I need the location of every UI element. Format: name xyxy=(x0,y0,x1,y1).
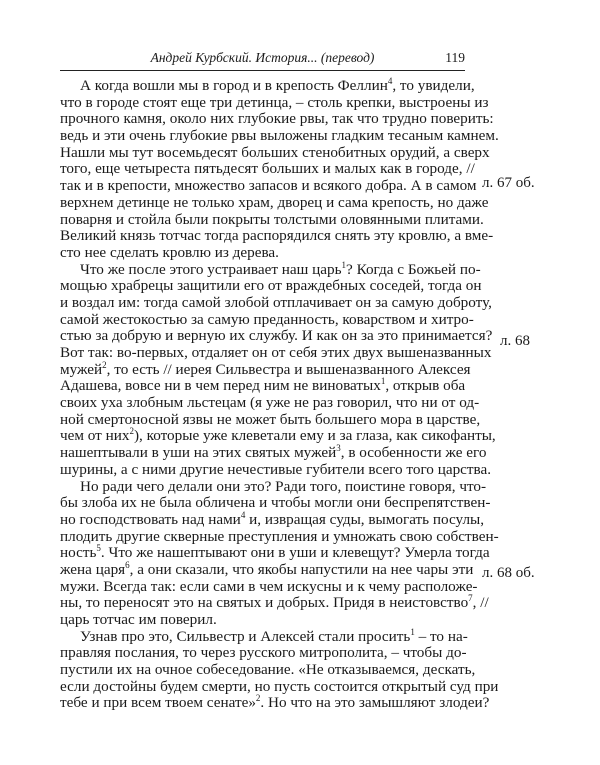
text-line: шурины, а с ними другие нечестивые губители всего того царства. xyxy=(60,460,492,478)
text-line: если достойны будем смерти, но пусть состоится открытый суд при xyxy=(60,677,499,695)
footnote-marker: 3 xyxy=(336,443,341,454)
text-line: ведь и эти очень глубокие рвы выложены гладким тесаным камнем. xyxy=(60,127,499,145)
text-line: своих уха злобным льстецам (я уже не раз говорил, что ни от од- xyxy=(60,394,480,412)
paragraph xyxy=(60,76,499,262)
footnote-marker: 1 xyxy=(410,626,415,637)
page-number: 119 xyxy=(445,50,465,65)
text-line: Вот так: во-первых, отдаляет он от себя этих двух вышеназванных xyxy=(60,344,492,361)
text-line: Великий князь тотчас тогда распорядился снять эту кровлю, а вме- xyxy=(60,227,494,245)
text-line: самой жестокостью за самую преданность, коварством и хитро- xyxy=(60,310,474,328)
folio-margin-note: л. 68 xyxy=(500,333,530,349)
text-line: так и в крепости, множество запасов и всякого добра. А в самом xyxy=(60,177,477,195)
text-line: тебе и при всем твоем сенате»$^2$. Но что на это замышляют злодеи? xyxy=(60,693,490,712)
text-line: пустили их на очное собеседование. «Не отказываемся, дескать, xyxy=(60,661,476,679)
text-line: бы злоба их не была обличена и чтобы могли они беспрепятствен- xyxy=(60,494,491,512)
text-line: и воздал им: тогда самой злобой отплачивает он за самую доброту, xyxy=(60,293,492,311)
text-line: что в городе стоят еще три детинца, – столь крепки, выстроены из xyxy=(60,93,489,111)
footnote-marker: 4 xyxy=(240,509,246,520)
text-line: мужей$^2$, то есть // иерея Сильвестра и вышеназванного Алексея xyxy=(60,359,471,378)
text-line: правляя послания, то через русского митрополита, – чтобы до- xyxy=(60,644,467,662)
text-line: верхнем детинце не только храм, дворец и сама крепость, но даже xyxy=(60,193,489,211)
text-line: прочного камня, около них глубокие рвы, так что трудно поверить: xyxy=(60,110,494,128)
footnote-marker: 2 xyxy=(102,359,107,370)
paragraph xyxy=(60,626,499,712)
header-rule xyxy=(60,70,465,71)
text-line: стью за добрую и верную их службу. И как он за это принимается? xyxy=(60,327,493,345)
text-line: чем от них$^2$), которые уже клеветали ему и за глаза, как сикофанты, xyxy=(60,426,496,445)
text-line: ной смертоносной язвы не может быть большего мора в царстве, xyxy=(60,410,481,428)
text-line: поварня и стойла были покрыты толстыми оловянными плитами. xyxy=(60,210,484,228)
text-line: А когда вошли мы в город и в крепость Феллин$^4$, то увидели, xyxy=(80,76,475,94)
text-line: но господствовать над нами$^4$ и, извращая суды, вымогать посулы, xyxy=(60,509,485,528)
folio-margin-note: л. 67 об. xyxy=(482,175,535,191)
footnote-marker: 2 xyxy=(129,426,134,437)
text-line: Что же после этого устраивает наш царь$^1$? Когда с Божьей по- xyxy=(80,259,481,278)
footnote-marker: 2 xyxy=(255,693,261,704)
text-line: Узнав про это, Сильвестр и Алексей стали просить$^1$ – то на- xyxy=(80,626,468,645)
footnote-marker: 4 xyxy=(387,76,393,86)
text-line: плодить другие скверные преступления и умножать свою собствен- xyxy=(60,527,499,545)
text-line: ность$^5$. Что же нашептывают они в уши и клевещут? Умерла тогда xyxy=(60,543,490,562)
running-header-title: Андрей Курбский. История... (перевод) xyxy=(150,50,375,65)
body-text xyxy=(60,76,499,712)
footnote-marker: 6 xyxy=(125,559,130,570)
text-line: нашептывали в уши на этих святых мужей$^3$, в особенности же его xyxy=(60,443,487,462)
paragraph xyxy=(60,259,496,479)
text-line: ны, то переносят это на святых и добрых. Придя в неистовство$^7$, // xyxy=(60,593,489,612)
text-line: Нашли мы тут восемьдесят больших стенобитных орудий, а сверх xyxy=(60,143,490,161)
text-line: мощью храбрецы защитили его от враждебных соседей, тогда он xyxy=(60,277,482,295)
text-line: Адашева, вовсе ни в чем перед ним не виноватых$^1$, открыв оба xyxy=(60,376,466,395)
text-line: мужи. Всегда так: если сами в чем искусны и к чему расположе- xyxy=(60,577,478,595)
text-line: царь тотчас им поверил. xyxy=(60,611,217,628)
folio-margin-note: л. 68 об. xyxy=(482,565,535,581)
text-line: того, еще четыреста пятьдесят больших и малых как в городе, // xyxy=(60,160,475,178)
paragraph xyxy=(60,477,499,629)
running-header xyxy=(60,50,465,70)
text-line: Но ради чего делали они это? Ради того, поистине говоря, что- xyxy=(80,477,487,495)
footnote-marker: 1 xyxy=(380,376,386,387)
text-line: жена царя$^6$, а они сказали, что якобы напустили на нее чары эти xyxy=(60,559,474,578)
footnote-marker: 5 xyxy=(96,543,101,554)
footnote-marker: 1 xyxy=(341,259,347,270)
text-line: сто нее сделать кровлю из дерева. xyxy=(60,243,279,261)
footnote-marker: 7 xyxy=(468,593,473,604)
